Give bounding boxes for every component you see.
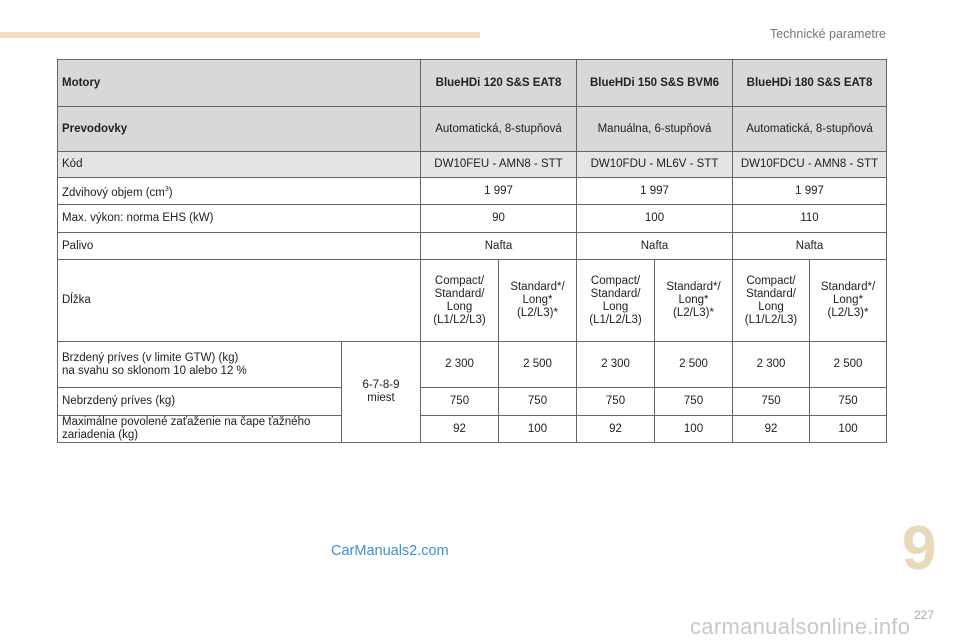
fuel-value: Nafta	[577, 233, 733, 260]
towbar-load-row	[58, 416, 887, 443]
engine-header: BlueHDi 120 S&S EAT8	[421, 60, 577, 107]
unbraked-trailer-row	[58, 388, 887, 416]
prevodovky-label: Prevodovky	[58, 107, 421, 152]
footer-watermark: carmanualsonline.info	[690, 614, 911, 639]
power-row	[58, 205, 887, 233]
length-variant-standard: Standard*/ Long* (L2/L3)*	[810, 260, 887, 342]
gearbox-value: Manuálna, 6-stupňová	[577, 107, 733, 152]
unbraked-trailer-label: Nebrzdený príves (kg)	[58, 388, 342, 416]
engine-code: DW10FDU - ML6V - STT	[577, 152, 733, 178]
length-row	[58, 260, 887, 342]
code-row	[58, 152, 887, 178]
power-value: 100	[577, 205, 733, 233]
gearbox-row	[58, 107, 887, 152]
section-title: Technické parametre	[769, 27, 886, 41]
unbraked-trailer-value: 750	[499, 388, 577, 416]
fuel-label: Palivo	[58, 233, 421, 260]
fuel-row	[58, 233, 887, 260]
length-variant-compact: Compact/ Standard/ Long (L1/L2/L3)	[733, 260, 810, 342]
braked-trailer-value: 2 300	[421, 342, 499, 388]
length-label: Dĺžka	[58, 260, 421, 342]
power-value: 90	[421, 205, 577, 233]
displacement-label: Zdvihový objem $(cm^3)$	[58, 178, 421, 205]
power-value: 110	[733, 205, 887, 233]
gearbox-value: Automatická, 8-stupňová	[421, 107, 577, 152]
unbraked-trailer-value: 750	[733, 388, 810, 416]
power-label: Max. výkon: norma EHS (kW)	[58, 205, 421, 233]
gearbox-value: Automatická, 8-stupňová	[733, 107, 887, 152]
towbar-load-label: Maximálne povolené zaťaženie na čape ťažného zariadenia (kg)	[58, 416, 342, 443]
braked-trailer-value: 2 500	[499, 342, 577, 388]
braked-trailer-label: Brzdený príves (v limite GTW) (kg) na svahu so sklonom 10 alebo 12 %	[58, 342, 342, 388]
length-variant-standard: Standard*/ Long* (L2/L3)*	[499, 260, 577, 342]
chapter-number: 9	[902, 514, 937, 583]
displacement-value: 1 997	[421, 178, 577, 205]
displacement-value: 1 997	[733, 178, 887, 205]
fuel-value: Nafta	[733, 233, 887, 260]
displacement-row	[58, 178, 887, 205]
engine-code: DW10FDCU - AMN8 - STT	[733, 152, 887, 178]
length-variant-standard: Standard*/ Long* (L2/L3)*	[655, 260, 733, 342]
unbraked-trailer-value: 750	[810, 388, 887, 416]
engine-header: BlueHDi 180 S&S EAT8	[733, 60, 887, 107]
towbar-load-value: 100	[499, 416, 577, 443]
fuel-value: Nafta	[421, 233, 577, 260]
unbraked-trailer-value: 750	[655, 388, 733, 416]
length-variant-compact: Compact/ Standard/ Long (L1/L2/L3)	[577, 260, 655, 342]
displacement-value: 1 997	[577, 178, 733, 205]
length-variant-compact: Compact/ Standard/ Long (L1/L2/L3)	[421, 260, 499, 342]
braked-trailer-value: 2 300	[577, 342, 655, 388]
motory-label: Motory	[58, 60, 421, 107]
towbar-load-value: 92	[733, 416, 810, 443]
towbar-load-value: 92	[421, 416, 499, 443]
engine-code: DW10FEU - AMN8 - STT	[421, 152, 577, 178]
unbraked-trailer-value: 750	[421, 388, 499, 416]
braked-trailer-value: 2 500	[655, 342, 733, 388]
carmanuals-watermark[interactable]: CarManuals2.com	[331, 543, 449, 559]
seats-count: 6-7-8-9 miest	[342, 342, 421, 443]
technical-specs-table	[57, 59, 887, 443]
braked-trailer-value: 2 500	[810, 342, 887, 388]
towbar-load-value: 100	[655, 416, 733, 443]
kod-label: Kód	[58, 152, 421, 178]
braked-trailer-row	[58, 342, 887, 388]
engines-header-row	[58, 60, 887, 107]
towbar-load-value: 92	[577, 416, 655, 443]
unbraked-trailer-value: 750	[577, 388, 655, 416]
header-accent-bar	[0, 32, 480, 38]
engine-header: BlueHDi 150 S&S BVM6	[577, 60, 733, 107]
braked-trailer-value: 2 300	[733, 342, 810, 388]
page-number: 227	[914, 608, 935, 622]
towbar-load-value: 100	[810, 416, 887, 443]
